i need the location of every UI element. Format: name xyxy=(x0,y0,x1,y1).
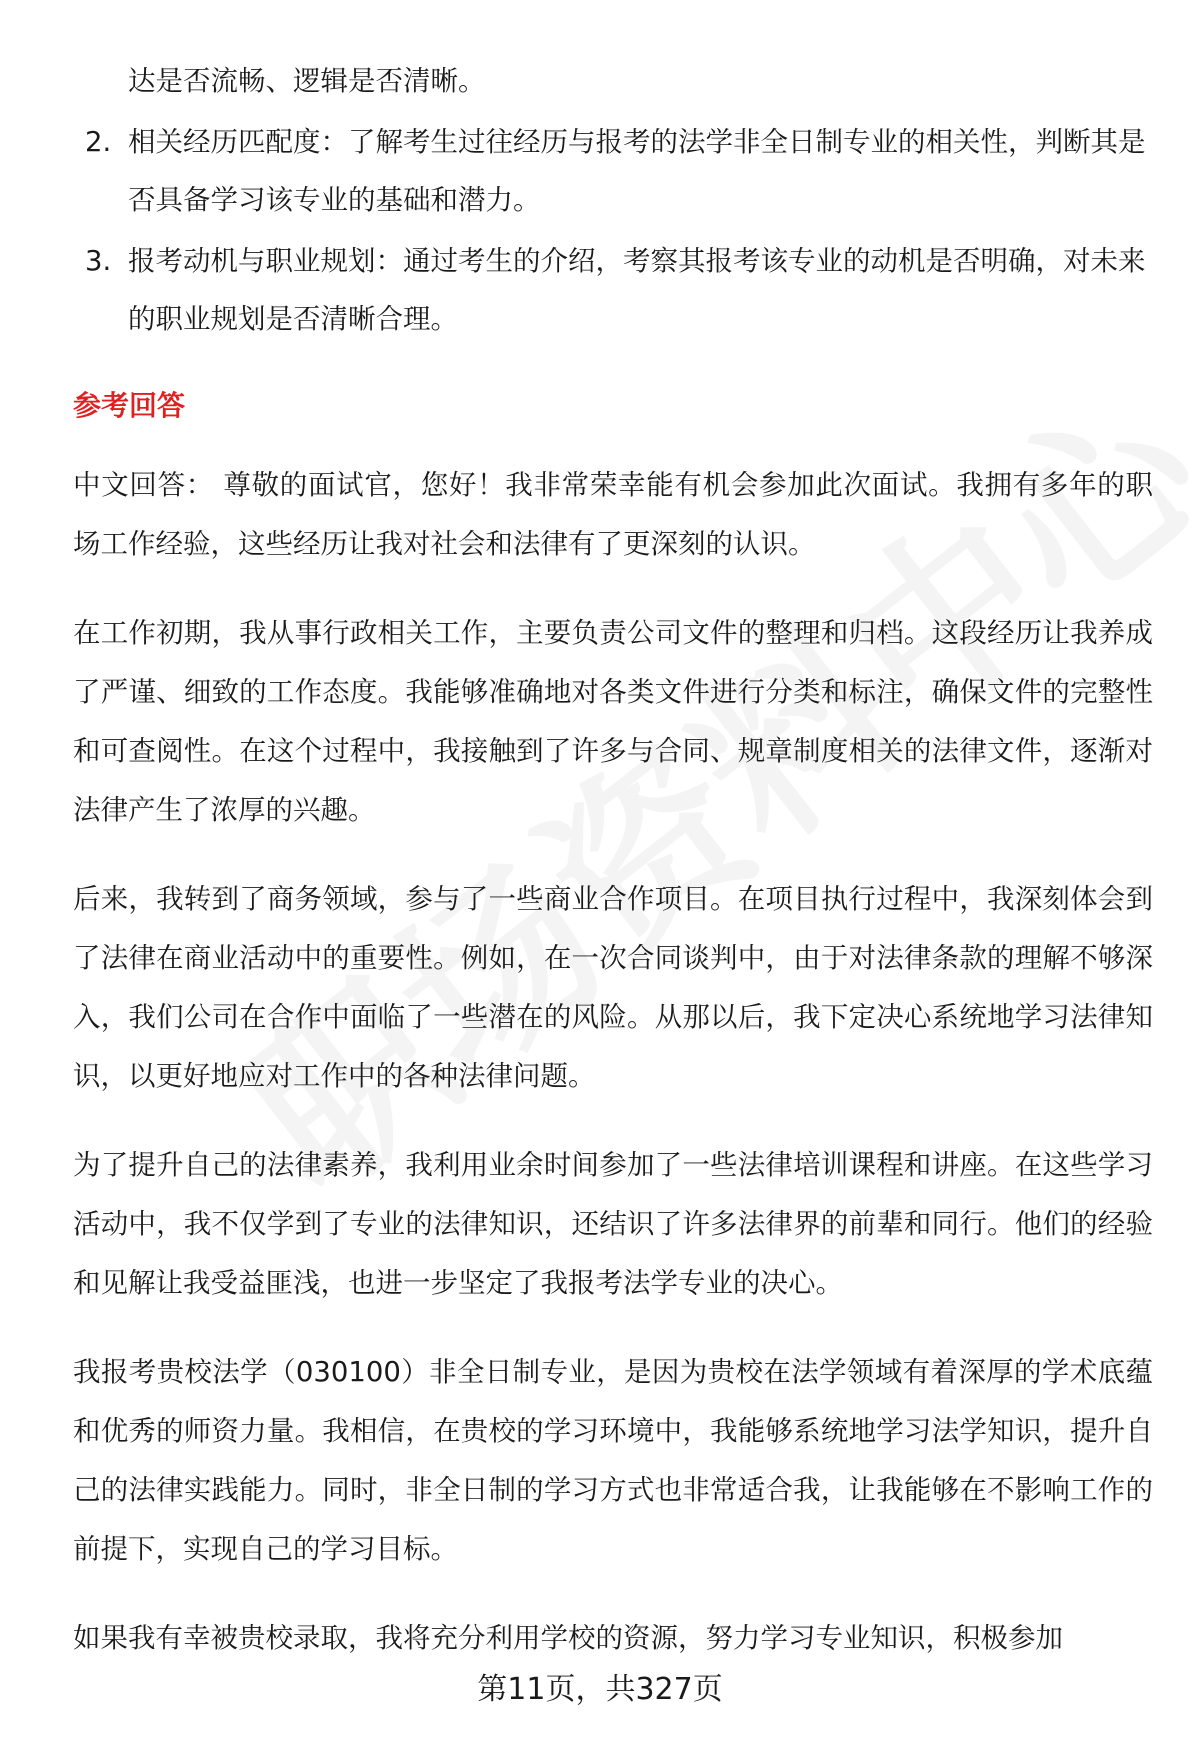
list-item xyxy=(73,113,1153,229)
list-item-number: 2. xyxy=(85,126,112,158)
list-item-text: 报考动机与职业规划：通过考生的介绍，考察其报考该专业的动机是否明确，对未来的职业规划是否清晰合理。 xyxy=(128,245,1146,335)
page-content xyxy=(73,52,1153,1698)
page-number-footer: 第11页，共327页 xyxy=(477,1672,723,1707)
section-heading: 参考回答 xyxy=(73,389,186,422)
paragraph-business: 后来，我转到了商务领域，参与了一些商业合作项目。在项目执行过程中，我深刻体会到了法律在商业活动中的重要性。例如，在一次合同谈判中，由于对法律条款的理解不够深入，我们公司在合作中面临了一些潜在的风险。从那以后，我下定决心系统地学习法律知识，以更好地应对工作中的各种法律问题。 xyxy=(73,883,1153,1092)
paragraph-intro: 中文回答： 尊敬的面试官，您好！我非常荣幸能有机会参加此次面试。我拥有多年的职场工作经验，这些经历让我对社会和法律有了更深刻的认识。 xyxy=(73,469,1153,560)
paragraph-training: 为了提升自己的法律素养，我利用业余时间参加了一些法律培训课程和讲座。在这些学习活动中，我不仅学到了专业的法律知识，还结识了许多法律界的前辈和同行。他们的经验和见解让我受益匪浅，也进一步坚定了我报考法学专业的决心。 xyxy=(73,1149,1153,1299)
list-item xyxy=(73,232,1153,348)
list-item-text: 相关经历匹配度：了解考生过往经历与报考的法学非全日制专业的相关性，判断其是否具备学习该专业的基础和潜力。 xyxy=(128,126,1146,216)
list-item-number: 3. xyxy=(85,245,112,277)
paragraph-plan: 如果我有幸被贵校录取，我将充分利用学校的资源，努力学习专业知识，积极参加 xyxy=(73,1622,1063,1654)
paragraph-early-career: 在工作初期，我从事行政相关工作，主要负责公司文件的整理和归档。这段经历让我养成了严谨、细致的工作态度。我能够准确地对各类文件进行分类和标注，确保文件的完整性和可查阅性。在这个过程中，我接触到了许多与合同、规章制度相关的法律文件，逐渐对法律产生了浓厚的兴趣。 xyxy=(73,617,1153,826)
continued-list-text: 达是否流畅、逻辑是否清晰。 xyxy=(128,65,486,97)
criteria-list xyxy=(73,113,1153,348)
paragraph-motivation: 我报考贵校法学（030100）非全日制专业，是因为贵校在法学领域有着深厚的学术底蕴和优秀的师资力量。我相信，在贵校的学习环境中，我能够系统地学习法学知识，提升自己的法律实践能力。同时，非全日制的学习方式也非常适合我，让我能够在不影响工作的前提下，实现自己的学习目标。 xyxy=(73,1356,1153,1565)
